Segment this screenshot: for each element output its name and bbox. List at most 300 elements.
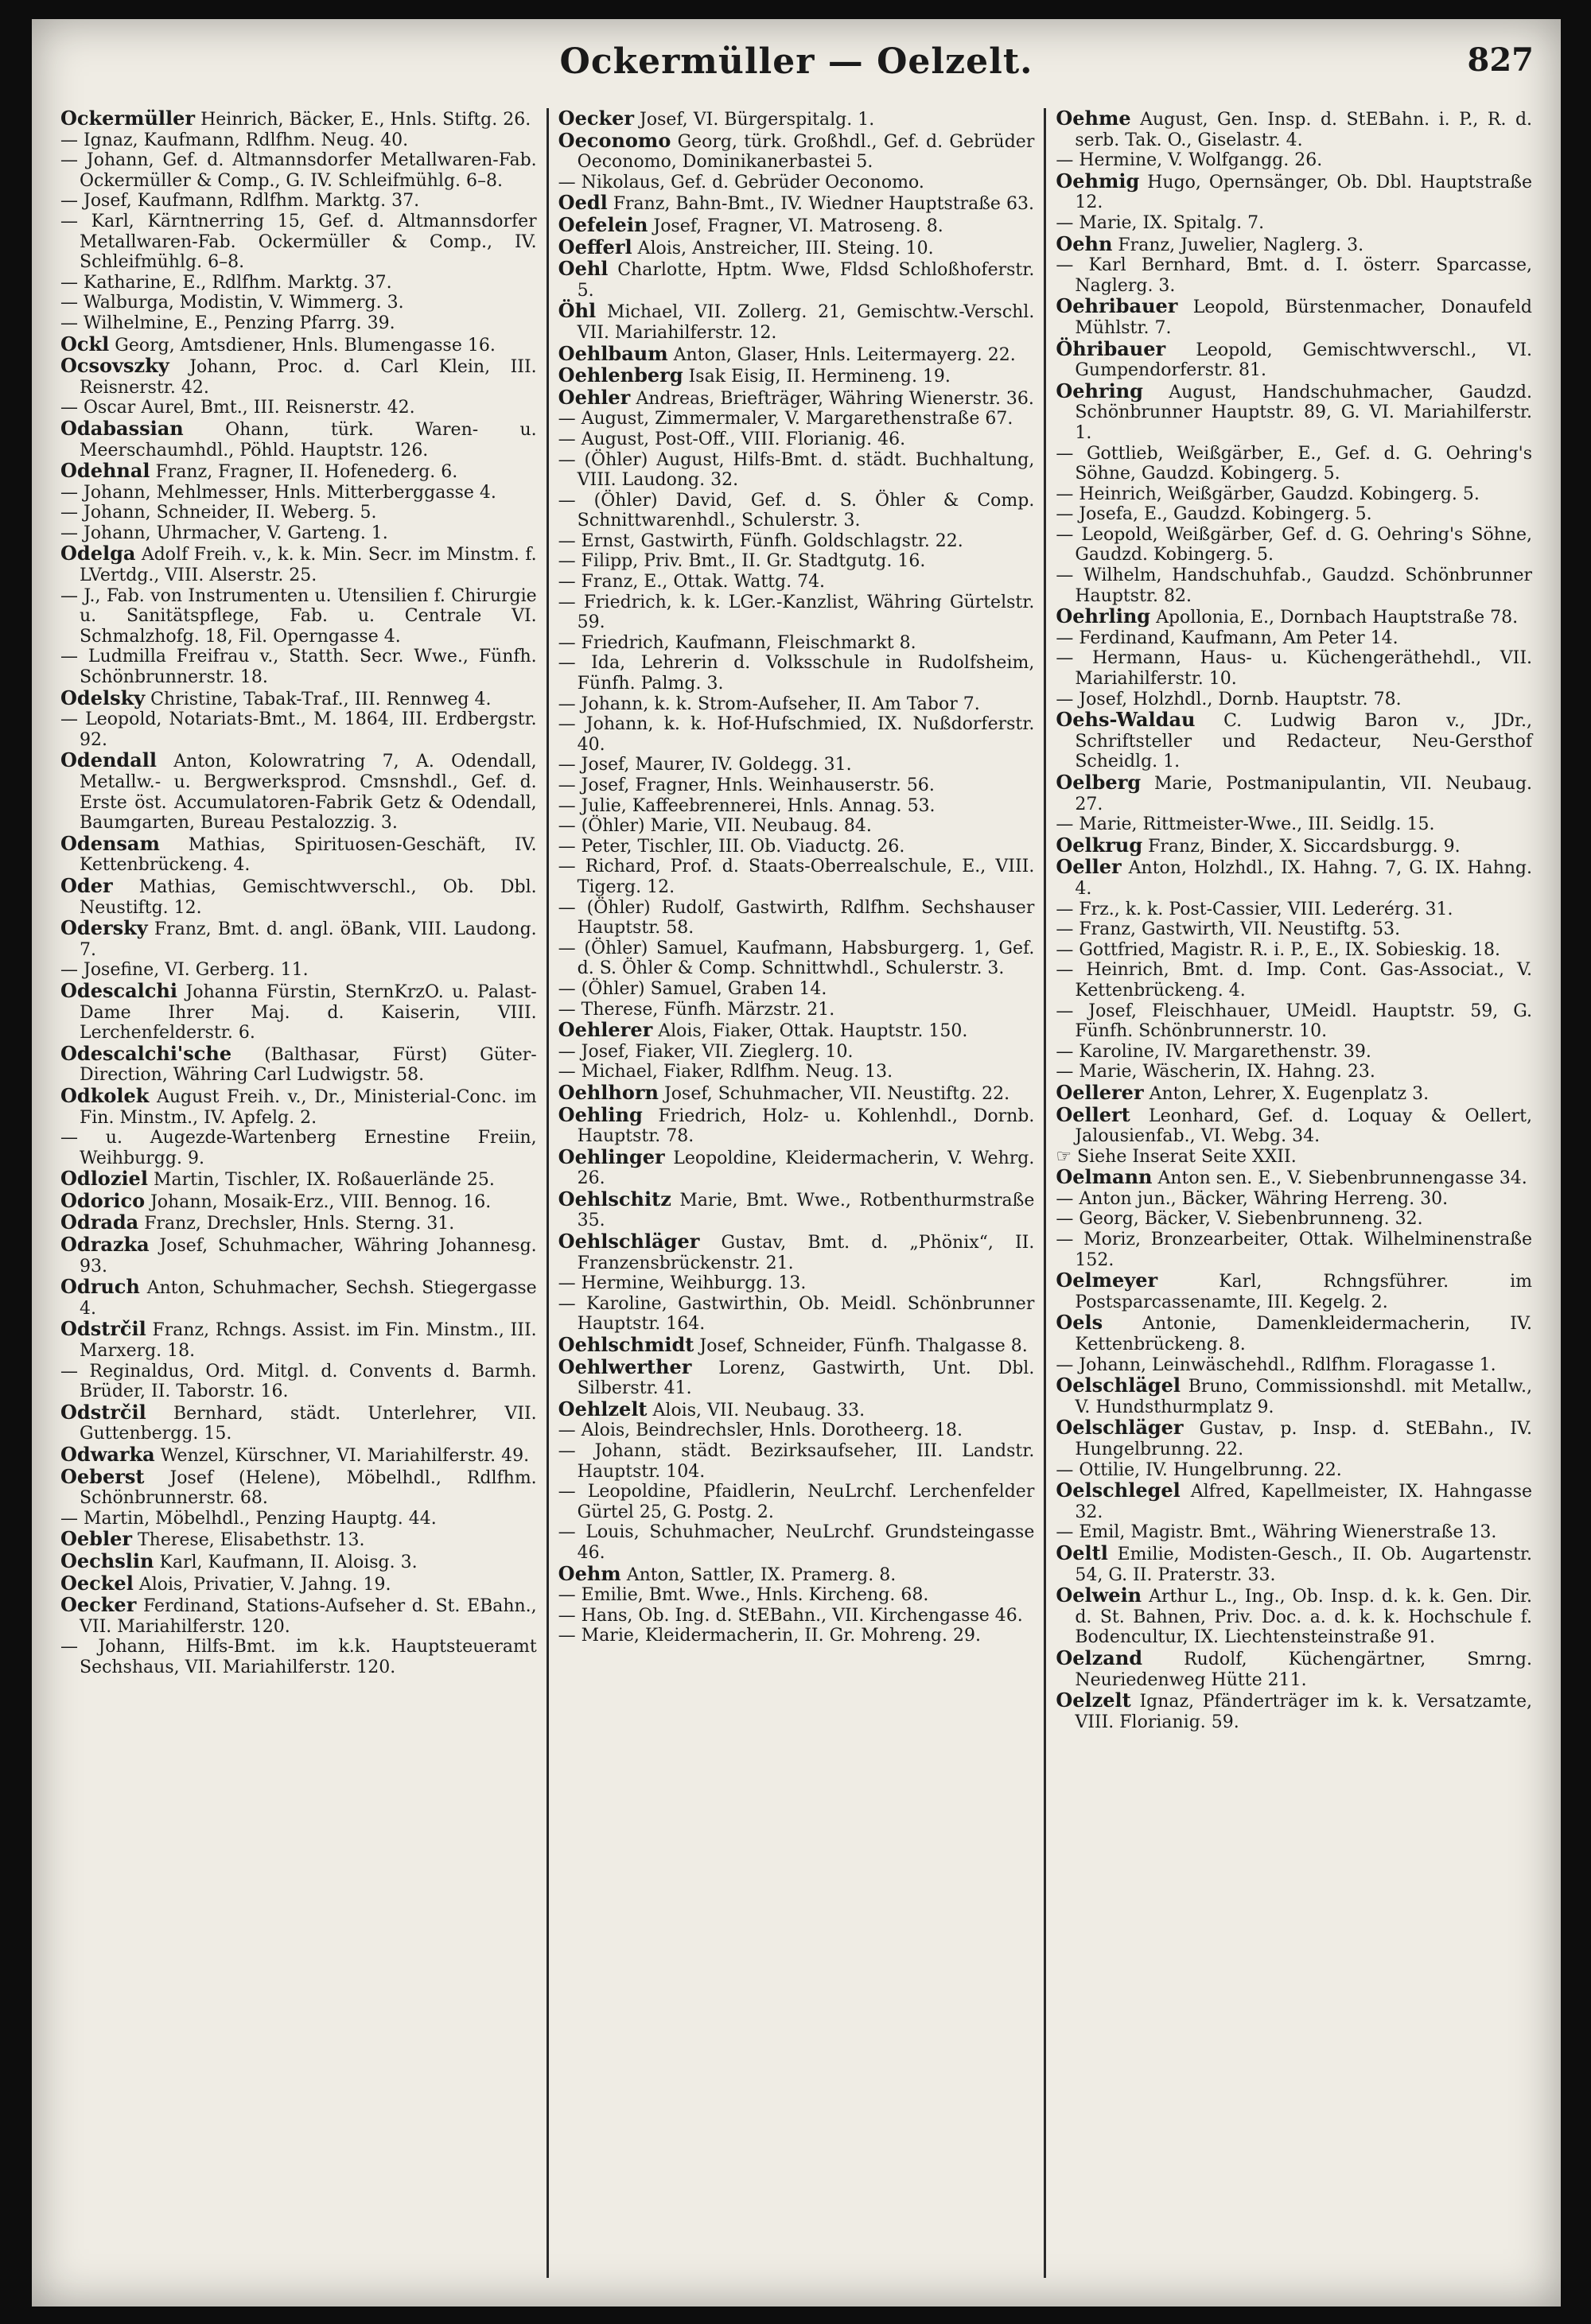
entry-details: Johann, Mosaik-Erz., VIII. Bennog. 16. <box>150 1191 492 1212</box>
entry-details: — (Öhler) David, Gef. d. S. Öhler & Comp. Schnittwarenhdl., Schulerstr. 3. <box>558 490 1035 531</box>
directory-entry <box>1056 960 1532 1001</box>
entry-details: — Marie, Kleidermacherin, II. Gr. Mohreng. 29. <box>558 1626 981 1646</box>
entry-details: — Johann, Leinwäschehdl., Rdlfhm. Floragasse 1. <box>1056 1354 1496 1375</box>
entry-details: Leonhard, Gef. d. Loquay & Oellert, Jalousienfab., VI. Webg. 34. <box>1075 1106 1533 1147</box>
directory-entry <box>558 1606 1035 1626</box>
entry-details: — Emil, Magistr. Bmt., Währing Wienerstraße 13. <box>1056 1522 1497 1543</box>
directory-entry <box>60 1212 537 1234</box>
entry-details: — Julie, Kaffeebrennerei, Hnls. Annag. 53. <box>558 795 936 816</box>
entry-details: — Johann, städt. Bezirksaufseher, III. Landstr. Hauptstr. 104. <box>558 1441 1035 1482</box>
directory-entry <box>60 108 537 130</box>
directory-entry <box>60 918 537 960</box>
entry-surname: Oefferl <box>558 235 632 258</box>
entry-details: — Heinrich, Bmt. d. Imp. Cont. Gas-Associat., V. Kettenbrückeng. 4. <box>1056 960 1533 1001</box>
entry-surname: Oeltl <box>1056 1541 1108 1564</box>
entry-details: Rudolf, Küchengärtner, Smrng. Neuriedenweg Hütte 211. <box>1075 1649 1533 1690</box>
entry-details: Anton, Holzhdl., IX. Hahng. 7, G. IX. Hahng. 4. <box>1075 858 1533 899</box>
directory-entry <box>558 1000 1035 1020</box>
entry-details: Arthur L., Ing., Ob. Insp. d. k. k. Gen. Dir. d. St. Bahnen, Priv. Doc. a. d. k. k. Hochschule f. Bodencultur, IX. Liechtensteinstraße 91. <box>1075 1587 1533 1648</box>
entry-details: — (Öhler) Marie, VII. Neubaug. 84. <box>558 816 872 837</box>
entry-details: — Frz., k. k. Post-Cassier, VIII. Lederérg. 31. <box>1056 899 1453 919</box>
entry-surname: Odelsky <box>60 686 146 709</box>
entry-surname: Odwarka <box>60 1443 155 1466</box>
entry-details: — Josef, Kaufmann, Rdlfhm. Marktg. 37. <box>60 191 420 212</box>
directory-entry <box>1056 444 1532 484</box>
entry-details: — Reginaldus, Ord. Mitgl. d. Convents d. Barmh. Brüder, II. Taborstr. 16. <box>60 1361 537 1402</box>
directory-entry <box>558 1294 1035 1335</box>
directory-entry <box>558 1585 1035 1606</box>
entry-details: Mathias, Gemischtwverschl., Ob. Dbl. Neustiftg. 12. <box>80 876 537 918</box>
directory-entry <box>558 301 1035 343</box>
directory-entry <box>60 543 537 585</box>
entry-details: — Nikolaus, Gef. d. Gebrüder Oeconomo. <box>558 172 924 192</box>
entry-details: Alfred, Kapellmeister, IX. Hahngasse 32. <box>1075 1482 1533 1522</box>
entry-details: — Karoline, Gastwirthin, Ob. Meidl. Schönbrunner Hauptstr. 164. <box>558 1293 1035 1335</box>
entry-details: — Josef, Fragner, Hnls. Weinhauserstr. 56. <box>558 775 935 795</box>
directory-entry <box>558 1482 1035 1522</box>
entry-details: — (Öhler) August, Hilfs-Bmt. d. städt. Buchhaltung, VIII. Laudong. 32. <box>558 449 1035 491</box>
entry-surname: Oelkrug <box>1056 833 1143 857</box>
directory-entry <box>60 1043 537 1086</box>
entry-details: — Peter, Tischler, III. Ob. Viaductg. 26. <box>558 836 905 857</box>
entry-surname: Odkolek <box>60 1083 150 1107</box>
entry-details: Bruno, Commissionshdl. mit Metallw., V. Hundsthurmplatz 9. <box>1075 1377 1533 1417</box>
directory-entry <box>60 873 537 918</box>
entry-surname: Oeckel <box>60 1571 134 1595</box>
entry-details: Heinrich, Bäcker, E., Hnls. Stiftg. 26. <box>200 110 531 130</box>
entry-details: — Marie, Wäscherin, IX. Hahng. 23. <box>1056 1062 1375 1082</box>
entry-surname: Oehl <box>558 257 609 281</box>
entry-surname: Oder <box>60 873 113 897</box>
directory-entry <box>558 531 1035 552</box>
directory-entry <box>558 1399 1035 1421</box>
entry-details: — Johann, k. k. Hof-Hufschmied, IX. Nußdorferstr. 40. <box>558 714 1035 755</box>
entry-details: Josef (Helene), Möbelhdl., Rdlfhm. Schönbrunnerstr. 68. <box>80 1467 537 1509</box>
directory-page <box>32 19 1561 2307</box>
directory-entry <box>60 1128 537 1168</box>
entry-surname: Oelberg <box>1056 771 1142 794</box>
entry-details: Franz, Rchngs. Assist. im Fin. Minstm., III. Marxerg. 18. <box>80 1320 537 1362</box>
directory-entry <box>558 429 1035 450</box>
entry-details: — Friedrich, Kaufmann, Fleischmarkt 8. <box>558 632 916 653</box>
directory-entry <box>558 1420 1035 1441</box>
directory-entry <box>558 653 1035 694</box>
entry-surname: Odstrčil <box>60 1317 146 1341</box>
entry-details: — Johann, Hilfs-Bmt. im k.k. Hauptsteueramt Sechshaus, VII. Mariahilferstr. 120. <box>60 1637 537 1677</box>
entry-details: Ignaz, Pfänderträger im k. k. Versatzamte, VIII. Florianig. 59. <box>1075 1692 1533 1732</box>
entry-details: Lorenz, Gastwirth, Unt. Dbl. Silberstr. 41. <box>577 1358 1035 1399</box>
entry-details: Josef, Fragner, VI. Matroseng. 8. <box>653 216 943 236</box>
entry-surname: Oehlschläger <box>558 1230 700 1253</box>
entry-details: Therese, Elisabethstr. 13. <box>138 1530 365 1551</box>
entry-surname: Odelga <box>60 542 136 565</box>
entry-surname: Oehlerer <box>558 1018 653 1042</box>
directory-entry <box>558 1147 1035 1189</box>
entry-details: Marie, Postmanipulantin, VII. Neubaug. 27. <box>1075 774 1533 814</box>
entry-surname: Oeller <box>1056 855 1122 879</box>
entry-surname: Odendall <box>60 748 157 772</box>
directory-entry <box>558 491 1035 531</box>
entry-details: Leopold, Bürstenmacher, Donaufeld Mühlstr. 7. <box>1075 297 1533 338</box>
entry-surname: Oefelein <box>558 212 648 236</box>
directory-entry <box>1056 171 1532 213</box>
directory-entry <box>1056 814 1532 835</box>
entry-details: — Gottlieb, Weißgärber, E., Gef. d. G. Oehring's Söhne, Gaudzd. Kobingerg. 5. <box>1056 443 1533 484</box>
directory-entry <box>558 1441 1035 1482</box>
entry-surname: Odruch <box>60 1275 140 1299</box>
directory-entry <box>60 1188 537 1213</box>
directory-entry <box>1056 1312 1532 1354</box>
entry-surname: Odescalchi'sche <box>60 1041 232 1065</box>
entry-details: Michael, VII. Zollerg. 21, Gemischtw.-Verschl. VII. Mariahilferstr. 12. <box>577 302 1035 343</box>
entry-surname: Oels <box>1056 1311 1103 1335</box>
entry-details: Emilie, Modisten-Gesch., II. Ob. Augartenstr. 54, G. II. Praterstr. 33. <box>1075 1544 1533 1585</box>
directory-entry <box>558 714 1035 755</box>
entry-surname: Odersky <box>60 916 148 940</box>
entry-details: Ferdinand, Stations-Aufseher d. St. EBahn., VII. Mariahilferstr. 120. <box>80 1596 537 1637</box>
directory-entry <box>1056 1417 1532 1459</box>
entry-surname: Oehlinger <box>558 1145 665 1168</box>
directory-entry <box>1056 1102 1533 1147</box>
entry-details: — Ludmilla Freifrau v., Statth. Secr. Wwe., Fünfh. Schönbrunnerstr. 18. <box>60 647 537 688</box>
entry-surname: Oehlwerther <box>558 1354 692 1378</box>
entry-details: Karl, Kaufmann, II. Aloisg. 3. <box>159 1552 418 1572</box>
directory-entry <box>558 898 1035 939</box>
entry-surname: Oelzelt <box>1056 1689 1131 1712</box>
entry-surname: Oehlschmidt <box>558 1333 694 1357</box>
entry-details: Wenzel, Kürschner, VI. Mariahilferstr. 49. <box>160 1446 530 1466</box>
directory-entry <box>60 503 537 523</box>
directory-entry <box>60 523 537 544</box>
directory-entry <box>1056 484 1532 505</box>
directory-entry <box>558 1042 1035 1063</box>
entry-details: August Freih. v., Dr., Ministerial-Conc. im Fin. Minstm., IV. Apfelg. 2. <box>80 1086 537 1128</box>
directory-entry <box>1056 919 1532 940</box>
entry-surname: Oedl <box>558 191 608 215</box>
directory-entry <box>60 1083 537 1128</box>
entry-surname: Odorico <box>60 1188 146 1212</box>
entry-details: — August, Post-Off., VIII. Florianig. 46. <box>558 429 906 449</box>
entry-surname: Oehlzelt <box>558 1397 648 1420</box>
entry-surname: Odensam <box>60 831 160 855</box>
directory-entry <box>1056 1522 1532 1543</box>
directory-entry <box>558 409 1035 429</box>
directory-entry <box>558 1335 1035 1357</box>
entry-details: — Ottilie, IV. Hungelbrunng. 22. <box>1056 1459 1342 1480</box>
entry-details: — Hermine, V. Wolfgangg. 26. <box>1056 150 1323 171</box>
entry-surname: Oehring <box>1056 379 1143 402</box>
entry-details: Hugo, Opernsänger, Ob. Dbl. Hauptstraße 12. <box>1075 172 1533 213</box>
directory-entry <box>1056 108 1532 150</box>
directory-entry <box>558 173 1035 193</box>
entry-details: — Hermann, Haus- u. Küchengeräthehdl., VII. Mariahilferstr. 10. <box>1056 648 1533 690</box>
directory-entry <box>60 1464 537 1509</box>
entry-details: — Ernst, Gastwirth, Fünfh. Goldschlagstr. 22. <box>558 530 963 551</box>
entry-details: Friedrich, Holz- u. Kohlenhdl., Dornb. Hauptstr. 78. <box>577 1106 1035 1147</box>
entry-details: — Josef, Holzhdl., Dornb. Hauptstr. 78. <box>1056 689 1402 709</box>
directory-entry <box>60 293 537 313</box>
entry-details: — Wilhelm, Handschuhfab., Gaudzd. Schönbrunner Hauptstr. 82. <box>1056 565 1533 606</box>
directory-entry <box>558 572 1035 593</box>
directory-entry <box>558 1189 1035 1231</box>
directory-entry <box>60 1168 537 1191</box>
directory-entry <box>60 212 537 273</box>
entry-details: — Therese, Fünfh. Märzstr. 21. <box>558 999 835 1020</box>
page-header <box>32 41 1561 100</box>
entry-details: Josef, Schuhmacher, VII. Neustiftg. 22. <box>663 1083 1010 1104</box>
entry-surname: Oehn <box>1056 231 1113 255</box>
entry-surname: Oelzand <box>1056 1646 1143 1669</box>
running-title: Ockermüller — Oelzelt. <box>559 41 1033 82</box>
directory-entry <box>1056 565 1532 606</box>
entry-details: Mathias, Spirituosen-Geschäft, IV. Kettenbrückeng. 4. <box>80 834 537 876</box>
entry-details: — Katharine, E., Rdlfhm. Marktg. 37. <box>60 272 392 293</box>
entry-details: — Heinrich, Weißgärber, Gaudzd. Kobingerg. 5. <box>1056 484 1480 504</box>
directory-entry <box>60 461 537 483</box>
entry-surname: Ockl <box>60 332 110 356</box>
entry-surname: Oehme <box>1056 108 1131 130</box>
entry-details: — Friedrich, k. k. LGer.-Kanzlist, Währing Gürtelstr. 59. <box>558 592 1035 633</box>
entry-details: ☞ Siehe Inserat Seite XXII. <box>1056 1146 1297 1167</box>
directory-entry <box>1056 857 1532 899</box>
entry-surname: Odehnal <box>60 459 150 483</box>
entry-surname: Oechslin <box>60 1549 154 1572</box>
entry-details: Adolf Freih. v., k. k. Min. Secr. im Minstm. f. LVertdg., VIII. Alserstr. 25. <box>80 545 537 586</box>
entry-surname: Oehler <box>558 385 631 409</box>
entry-details: — Franz, E., Ottak. Wattg. 74. <box>558 572 826 593</box>
directory-entry <box>558 775 1035 796</box>
entry-details: — Franz, Gastwirth, VII. Neustiftg. 53. <box>1056 919 1401 940</box>
directory-entry <box>1056 648 1532 689</box>
entry-details: — Alois, Beindrechsler, Hnls. Dorotheerg. 18. <box>558 1420 963 1441</box>
entry-details: Georg, türk. Großhdl., Gef. d. Gebrüder Oeconomo, Dominikanerbastei 5. <box>577 131 1035 173</box>
entry-details: — Johann, Uhrmacher, V. Garteng. 1. <box>60 523 388 543</box>
directory-entry <box>1056 336 1533 381</box>
entry-details: — Filipp, Priv. Bmt., II. Gr. Stadtgutg. 16. <box>558 551 926 572</box>
entry-surname: Oehmig <box>1056 169 1140 192</box>
entry-surname: Oehlenberg <box>558 363 683 387</box>
directory-entry <box>1056 1690 1532 1732</box>
directory-entry <box>60 978 537 1043</box>
directory-entry <box>1056 1648 1532 1690</box>
directory-entry <box>60 418 537 461</box>
entry-surname: Odrazka <box>60 1233 150 1257</box>
entry-details: — Hermine, Weihburgg. 13. <box>558 1273 807 1294</box>
entry-details: August, Handschuhmacher, Gaudzd. Schönbrunner Hauptstr. 89, G. VI. Mariahilferstr. 1. <box>1075 382 1533 443</box>
directory-entry <box>60 483 537 503</box>
directory-entry <box>1056 1585 1532 1648</box>
entry-surname: Oehribauer <box>1056 294 1178 318</box>
entry-details: — Anton jun., Bäcker, Währing Herreng. 30. <box>1056 1188 1449 1209</box>
entry-surname: Ockermüller <box>60 108 196 130</box>
directory-entry <box>558 387 1035 410</box>
directory-entry <box>60 313 537 334</box>
entry-details: — Josef, Maurer, IV. Goldegg. 31. <box>558 755 852 775</box>
directory-entry <box>60 1402 537 1444</box>
entry-details: Karl, Rchngsführer. im Postsparcassenamte, III. Kegelg. 2. <box>1075 1272 1533 1312</box>
entry-surname: Öhribauer <box>1056 336 1166 360</box>
directory-entry <box>558 1231 1035 1273</box>
directory-entry <box>60 1234 537 1277</box>
entry-surname: Oelschlegel <box>1056 1479 1181 1502</box>
entry-details: Marie, Bmt. Wwe., Rotbenthurmstraße 35. <box>577 1190 1035 1231</box>
entry-surname: Öhl <box>558 299 597 323</box>
entry-details: — August, Zimmermaler, V. Margarethenstraße 67. <box>558 409 1013 429</box>
entry-details: — Johann, Schneider, II. Weberg. 5. <box>60 503 377 523</box>
entry-details: Johann, Proc. d. Carl Klein, III. Reisnerstr. 42. <box>80 357 537 398</box>
entry-details: Anton, Schuhmacher, Sechsh. Stiegergasse 4. <box>80 1278 537 1319</box>
directory-entry <box>60 586 537 647</box>
entry-details: Andreas, Briefträger, Währing Wienerstr. 36. <box>636 388 1034 409</box>
directory-entry <box>1056 231 1532 256</box>
directory-entry <box>60 356 537 398</box>
directory-entry <box>558 755 1035 775</box>
entry-details: — Michael, Fiaker, Rdlfhm. Neug. 13. <box>558 1062 893 1082</box>
entry-details: — Marie, Rittmeister-Wwe., III. Seidlg. 15. <box>1056 814 1435 835</box>
directory-entry <box>558 1522 1035 1563</box>
directory-entry <box>60 831 537 876</box>
directory-entry <box>558 551 1035 572</box>
entry-details: — Louis, Schuhmacher, NeuLrchf. Grundsteingasse 46. <box>558 1522 1035 1563</box>
directory-entry <box>558 237 1035 259</box>
entry-details: Franz, Bmt. d. angl. öBank, VIII. Laudong. 7. <box>80 919 537 960</box>
directory-entry <box>558 857 1035 897</box>
directory-entry <box>1056 150 1532 171</box>
directory-entry <box>558 1354 1035 1399</box>
directory-entry <box>60 647 537 687</box>
directory-entry <box>60 1509 537 1529</box>
entry-details: Josef, VI. Bürgerspitalg. 1. <box>640 110 875 130</box>
entry-details: — Karoline, IV. Margarethenstr. 39. <box>1056 1041 1371 1062</box>
entry-surname: Odstrčil <box>60 1400 146 1424</box>
directory-entry <box>558 837 1035 857</box>
directory-entry <box>1056 1209 1532 1230</box>
entry-surname: Oeberst <box>60 1464 145 1488</box>
entry-details: — Leopold, Weißgärber, Gef. d. G. Oehring's Söhne, Gaudzd. Kobingerg. 5. <box>1056 524 1533 565</box>
entry-details: Anton sen. E., V. Siebenbrunnengasse 34. <box>1157 1168 1527 1189</box>
directory-entry <box>558 1020 1035 1042</box>
directory-entry <box>60 150 537 191</box>
directory-entry <box>1056 1167 1532 1189</box>
entry-details: Leopoldine, Kleidermacherin, V. Wehrg. 26. <box>577 1148 1035 1189</box>
entry-details: Josef, Schneider, Fünfh. Thalgasse 8. <box>699 1336 1028 1357</box>
directory-entry <box>1056 1543 1532 1585</box>
entry-details: Franz, Juwelier, Naglerg. 3. <box>1118 235 1364 255</box>
directory-entry <box>1056 940 1532 961</box>
entry-details: Alois, VII. Neubaug. 33. <box>652 1400 866 1420</box>
column-middle <box>547 108 1044 2278</box>
directory-entry <box>60 688 537 710</box>
entry-details: — Georg, Bäcker, V. Siebenbrunneng. 32. <box>1056 1209 1423 1230</box>
column-left <box>51 108 547 2278</box>
directory-entry <box>558 341 1035 366</box>
directory-entry <box>1056 1062 1532 1082</box>
entry-details: — Hans, Ob. Ing. d. StEBahn., VII. Kirchengasse 46. <box>558 1605 1023 1626</box>
directory-entry <box>558 1102 1035 1147</box>
entry-surname: Oelmann <box>1056 1165 1153 1189</box>
entry-details: — Emilie, Bmt. Wwe., Hnls. Kircheng. 68. <box>558 1585 929 1606</box>
entry-details: — Karl Bernhard, Bmt. d. I. österr. Sparcasse, Naglerg. 3. <box>1056 255 1533 296</box>
directory-entry <box>558 816 1035 837</box>
directory-entry <box>60 1319 537 1361</box>
entry-details: Franz, Bahn-Bmt., IV. Wiedner Hauptstraße 63. <box>613 194 1034 215</box>
directory-entry <box>1056 690 1532 710</box>
entry-surname: Oecker <box>558 108 635 130</box>
entry-details: — u. Augezde-Wartenberg Ernestine Freiin, Weihburgg. 9. <box>60 1128 537 1168</box>
entry-details: Charlotte, Hptm. Wwe, Fldsd Schloßhoferstr. 5. <box>577 260 1035 301</box>
entry-details: — Ida, Lehrerin d. Volksschule in Rudolfsheim, Fünfh. Palmg. 3. <box>558 653 1035 694</box>
directory-entry <box>558 796 1035 817</box>
entry-details: — Marie, IX. Spitalg. 7. <box>1056 212 1265 233</box>
entry-details: — Leopold, Notariats-Bmt., M. 1864, III. Erdbergstr. 92. <box>60 709 537 750</box>
entry-details: — Wilhelmine, E., Penzing Pfarrg. 39. <box>60 313 395 333</box>
entry-details: Isak Eisig, II. Hermineng. 19. <box>688 367 951 387</box>
entry-details: Christine, Tabak-Traf., III. Rennweg 4. <box>150 689 492 709</box>
entry-details: — Johann, k. k. Strom-Aufseher, II. Am Tabor 7. <box>558 694 980 714</box>
entry-details: Johanna Fürstin, SternKrzO. u. Palast-Dame Ihrer Maj. d. Kaiserin, VIII. Lerchenfelderstr. 6. <box>80 981 537 1043</box>
entry-surname: Oehlhorn <box>558 1080 659 1104</box>
entry-details: (Balthasar, Fürst) Güter-Direction, Währing Carl Ludwigstr. 58. <box>80 1044 537 1086</box>
directory-entry <box>60 273 537 293</box>
entry-surname: Oeconomo <box>558 128 671 152</box>
directory-entry <box>558 1273 1035 1294</box>
entry-details: — Josef, Fiaker, VII. Zieglerg. 10. <box>558 1041 854 1062</box>
entry-details: — (Öhler) Rudolf, Gastwirth, Rdlfhm. Sechshauser Hauptstr. 58. <box>558 897 1035 939</box>
directory-entry <box>1056 1460 1532 1481</box>
directory-entry <box>1056 772 1532 814</box>
directory-entry <box>1056 1189 1532 1210</box>
entry-surname: Oehlbaum <box>558 341 668 365</box>
entry-surname: Oehling <box>558 1102 643 1126</box>
entry-surname: Oellert <box>1056 1102 1130 1126</box>
directory-entry <box>60 130 537 151</box>
column-container <box>51 108 1542 2278</box>
directory-entry <box>558 192 1035 215</box>
directory-entry <box>1056 296 1532 338</box>
entry-details: Franz, Binder, X. Siccardsburgg. 9. <box>1148 836 1461 857</box>
entry-details: Josef, Schuhmacher, Währing Johannesg. 93. <box>80 1236 537 1277</box>
directory-entry <box>558 1062 1035 1082</box>
directory-entry <box>558 1082 1035 1105</box>
entry-details: Franz, Fragner, II. Hofenederg. 6. <box>155 462 458 483</box>
directory-entry <box>1056 1082 1532 1105</box>
entry-details: — Moriz, Bronzearbeiter, Ottak. Wilhelminenstraße 152. <box>1056 1230 1533 1270</box>
directory-entry <box>1056 504 1532 525</box>
directory-entry <box>1056 628 1532 649</box>
entry-surname: Oehs-Waldau <box>1056 708 1196 732</box>
directory-entry <box>1056 1270 1532 1312</box>
directory-entry <box>60 750 537 833</box>
entry-surname: Odescalchi <box>60 978 177 1002</box>
entry-details: — Karl, Kärntnerring 15, Gef. d. Altmannsdorfer Metallwaren-Fab. Ockermüller & Comp., IV. Schleifmühlg. 6–8. <box>60 211 537 273</box>
entry-surname: Oelwein <box>1056 1584 1142 1607</box>
entry-details: Anton, Glaser, Hnls. Leitermayerg. 22. <box>673 344 1016 365</box>
directory-entry <box>60 1529 537 1551</box>
entry-details: — Ferdinand, Kaufmann, Am Peter 14. <box>1056 628 1398 648</box>
entry-details: Anton, Sattler, IX. Pramerg. 8. <box>626 1564 897 1585</box>
directory-entry <box>1056 1480 1532 1522</box>
entry-details: Georg, Amtsdiener, Hnls. Blumengasse 16. <box>115 335 496 356</box>
entry-details: — Walburga, Modistin, V. Wimmerg. 3. <box>60 293 404 313</box>
directory-entry <box>558 130 1035 173</box>
entry-details: Ohann, türk. Waren- u. Meerschaumhdl., Pöhld. Hauptstr. 126. <box>80 419 537 461</box>
directory-entry <box>1056 381 1532 444</box>
entry-details: C. Ludwig Baron v., JDr., Schriftsteller und Redacteur, Neu-Gersthof Scheidlg. 1. <box>1075 711 1533 772</box>
entry-details: Alois, Privatier, V. Jahng. 19. <box>138 1574 391 1595</box>
entry-surname: Oecker <box>60 1593 137 1617</box>
entry-details: — (Öhler) Samuel, Graben 14. <box>558 978 827 999</box>
directory-entry <box>60 1573 537 1595</box>
